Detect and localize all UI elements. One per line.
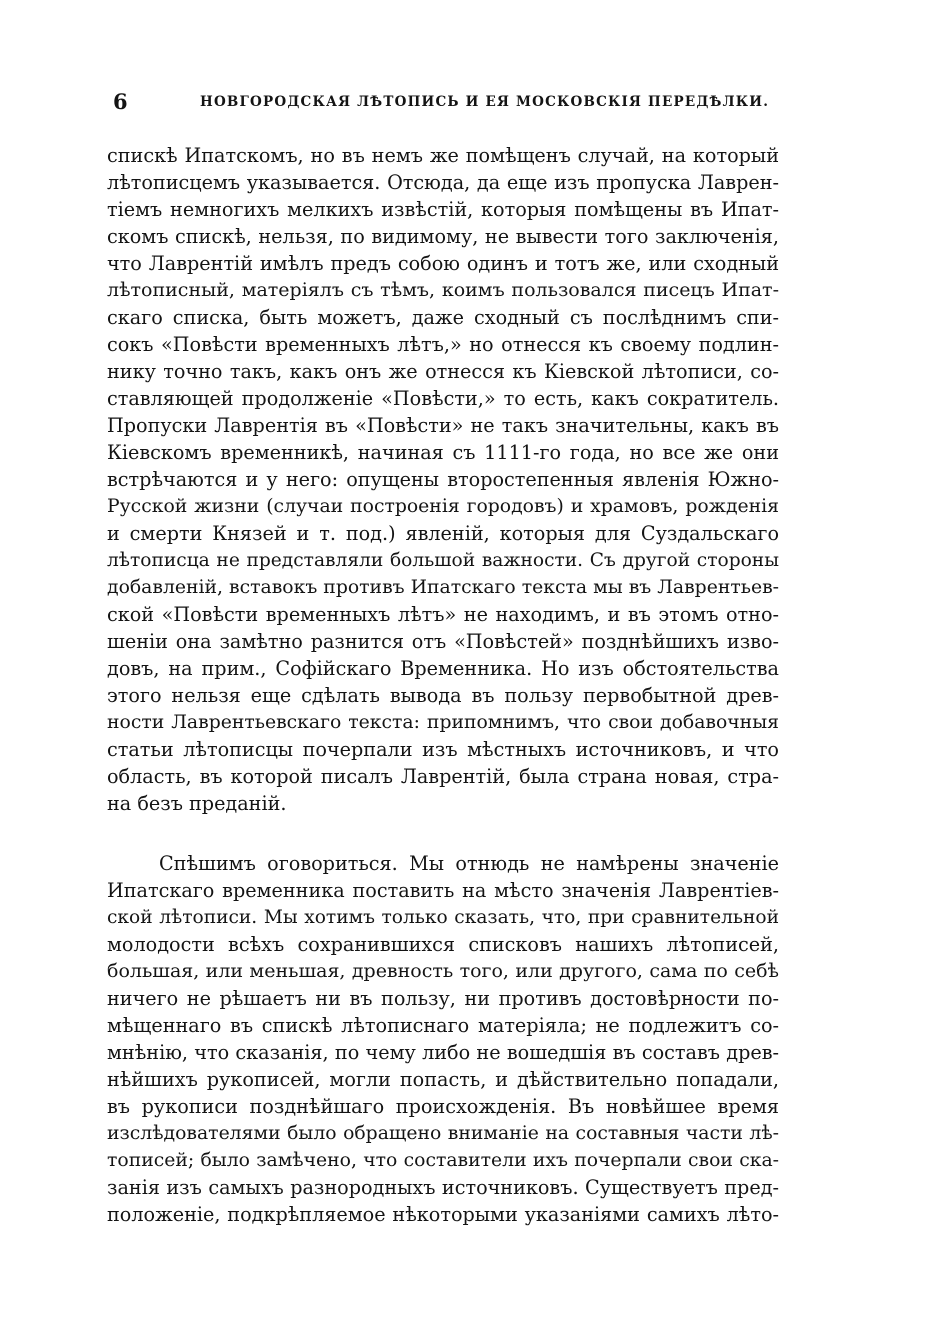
text-line: этого нельзя еще сдѣлать вывода въ пользу первобытной древ- <box>107 684 779 707</box>
text-line: Ипатскаго временника поставить на мѣсто значенія Лаврентіев- <box>107 879 779 902</box>
text-line: довъ, на прим., Софійскаго Временника. Но изъ обстоятельства <box>107 657 779 680</box>
text-line: что Лаврентій имѣлъ предъ собою одинъ и тотъ же, или сходный <box>107 252 779 275</box>
text-line: Пропуски Лаврентія въ «Повѣсти» не такъ значительны, какъ въ <box>107 414 779 437</box>
text-line: Русской жизни (случаи построенія городовъ) и храмовъ, рожденія <box>107 496 779 517</box>
text-line: лѣтописный, матеріялъ съ тѣмъ, коимъ пользовался писецъ Ипат- <box>107 279 779 301</box>
text-line: и смерти Князей и т. под.) явленій, которыя для Суздальскаго <box>107 522 779 545</box>
text-line: лѣтописцемъ указывается. Отсюда, да еще изъ пропуска Лаврен- <box>107 171 779 194</box>
text-line: мнѣнію, что сказанія, по чему либо не вошедшія въ составъ древ- <box>107 1041 779 1064</box>
text-line: шеніи она замѣтно разнится отъ «Повѣстей» позднѣйшихъ изво- <box>107 630 779 653</box>
text-line: сокъ «Повѣсти временныхъ лѣтъ,» но отнесся къ своему подлин- <box>107 333 779 356</box>
text-line: ской «Повѣсти временныхъ лѣтъ» не находимъ, и въ этомъ отно- <box>107 603 779 626</box>
text-line: большая, или меньшая, древность того, или другого, сама по себѣ <box>107 960 779 982</box>
text-line: Кіевскомъ временникѣ, начиная съ 1111-го года, но все же они <box>107 441 779 464</box>
text-line: занія изъ самыхъ разнородныхъ источниковъ. Существуетъ пред- <box>107 1176 779 1199</box>
text-line-indented: Спѣшимъ оговориться. Мы отнюдь не намѣрены значеніе <box>159 852 779 875</box>
text-line: тіемъ немногихъ мелкихъ извѣстій, которыя помѣщены въ Ипат- <box>107 198 779 221</box>
running-title: НОВГОРОДСКАЯ ЛѢТОПИСЬ И ЕЯ МОСКОВСКІЯ ПЕРЕДѢЛКИ. <box>200 94 770 110</box>
text-line: ской лѣтописи. Мы хотимъ только сказать, что, при сравнительной <box>107 907 779 928</box>
text-line: молодости всѣхъ сохранившихся списковъ нашихъ лѣтописей, <box>107 933 779 956</box>
paragraph-2 <box>107 850 779 1228</box>
text-line: область, въ которой писалъ Лаврентій, была страна новая, стра- <box>107 765 779 788</box>
page-number: 6 <box>113 89 128 114</box>
text-line: ставляющей продолженіе «Повѣсти,» то есть, какъ сократитель. <box>107 387 779 410</box>
text-line: въ рукописи позднѣйшаго происхожденія. Въ новѣйшее время <box>107 1095 779 1118</box>
text-line: встрѣчаются и у него: опущены второстепенныя явленія Южно- <box>107 468 779 491</box>
text-line: нику точно такъ, какъ онъ же отнесся къ Кіевской лѣтописи, со- <box>107 360 779 383</box>
text-line: тописей; было замѣчено, что составители ихъ почерпали свои ска- <box>107 1150 779 1171</box>
paragraph-1 <box>107 142 779 817</box>
text-line: ничего не рѣшаетъ ни въ пользу, ни противъ достовѣрности по- <box>107 987 779 1010</box>
text-line: спискѣ Ипатскомъ, но въ немъ же помѣщенъ случай, на который <box>107 144 779 167</box>
text-line: скаго списка, быть можетъ, даже сходный съ послѣднимъ спи- <box>107 306 779 329</box>
text-line: нѣйшихъ рукописей, могли попасть, и дѣйствительно попадали, <box>107 1068 779 1091</box>
text-line: ности Лаврентьевскаго текста: припомнимъ, что свои добавочныя <box>107 712 779 733</box>
text-line: мѣщеннаго въ спискѣ лѣтописнаго матеріяла; не подлежитъ со- <box>107 1014 779 1037</box>
text-line: изслѣдователями было обращено вниманіе на составныя части лѣ- <box>107 1123 779 1144</box>
running-head <box>113 90 783 114</box>
text-line: лѣтописца не представляли большой важности. Съ другой стороны <box>107 550 779 571</box>
text-line: на безъ преданій. <box>107 792 287 815</box>
text-line: положеніе, подкрѣпляемое нѣкоторыми указаніями самихъ лѣто- <box>107 1203 779 1226</box>
text-line: статьи лѣтописцы почерпали изъ мѣстныхъ источниковъ, и что <box>107 738 779 761</box>
text-line: скомъ спискѣ, нельзя, по видимому, не вывести того заключенія, <box>107 225 779 248</box>
text-line: добавленій, вставокъ противъ Ипатскаго текста мы въ Лаврентьев- <box>107 577 779 598</box>
